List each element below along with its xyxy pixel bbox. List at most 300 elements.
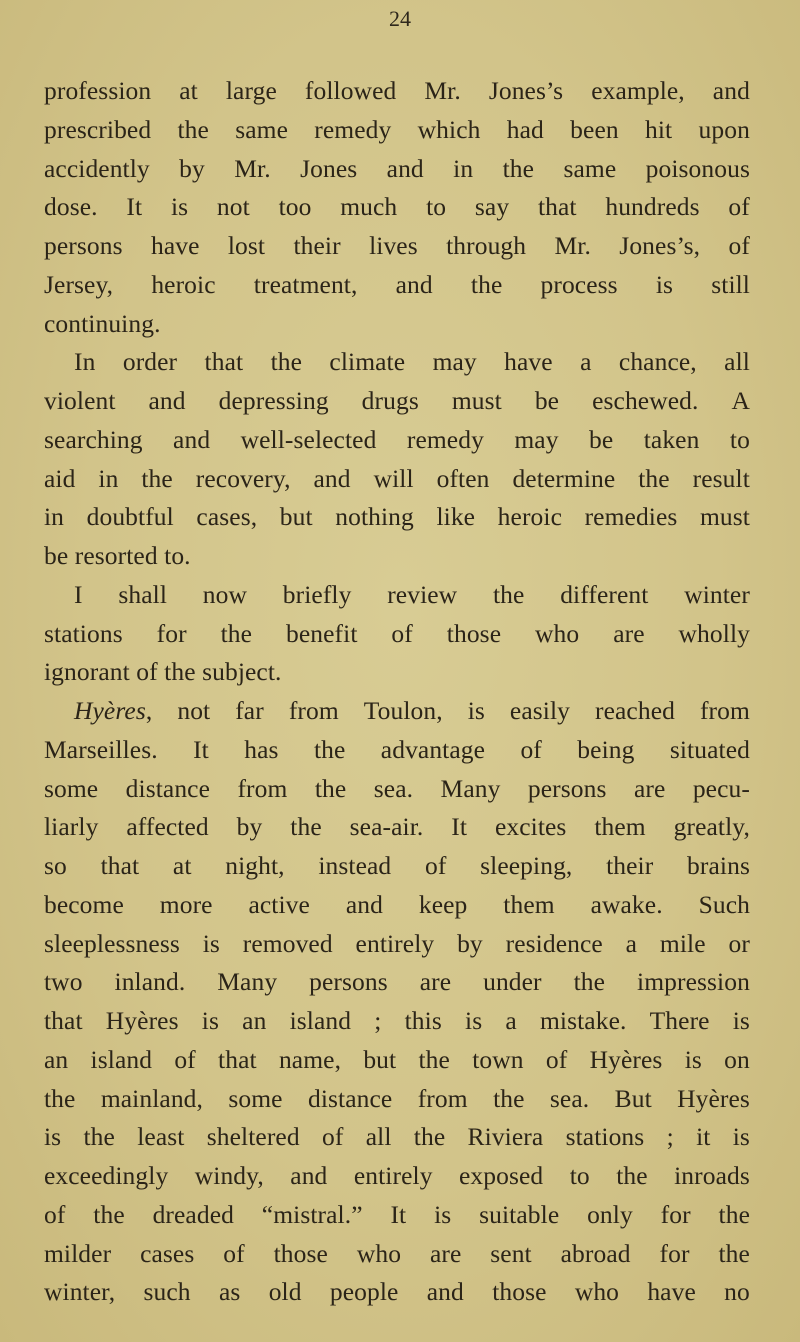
word: winter, bbox=[44, 1277, 116, 1307]
word: is bbox=[732, 1122, 750, 1152]
word: have bbox=[647, 1277, 696, 1307]
word: has bbox=[244, 734, 279, 764]
word: and bbox=[313, 463, 351, 493]
text-line bbox=[44, 343, 750, 382]
text-line bbox=[44, 925, 750, 964]
word: There bbox=[649, 1006, 710, 1035]
word: not bbox=[177, 696, 211, 725]
word: recovery, bbox=[195, 463, 291, 493]
word: who bbox=[574, 1277, 620, 1307]
word: town bbox=[472, 1044, 524, 1074]
word: now bbox=[202, 579, 248, 609]
text-line bbox=[44, 1080, 750, 1119]
word: advantage bbox=[380, 734, 486, 764]
text-line bbox=[44, 1196, 750, 1235]
word: active bbox=[248, 889, 310, 919]
word: brains bbox=[687, 851, 750, 880]
word: A bbox=[731, 386, 750, 415]
word: same bbox=[563, 153, 617, 183]
word: removed bbox=[242, 928, 333, 958]
word: is bbox=[44, 1122, 62, 1152]
word: process bbox=[540, 269, 618, 299]
word: had bbox=[506, 114, 544, 144]
word: It bbox=[126, 192, 143, 222]
word: entirely bbox=[353, 1161, 433, 1190]
word: night, bbox=[225, 851, 285, 880]
word: Many bbox=[217, 967, 278, 997]
word: In bbox=[74, 347, 96, 377]
word: residence bbox=[505, 928, 603, 958]
word: stations bbox=[44, 618, 123, 648]
word: It bbox=[193, 734, 209, 764]
word: mile bbox=[659, 928, 706, 958]
word: island bbox=[289, 1006, 352, 1035]
word: is bbox=[201, 1006, 219, 1035]
word: been bbox=[570, 114, 619, 144]
word: the bbox=[290, 812, 322, 842]
word: in bbox=[44, 502, 65, 532]
word: of bbox=[520, 734, 542, 764]
word: Jones bbox=[300, 153, 358, 183]
word: who bbox=[535, 618, 580, 648]
word: must bbox=[451, 386, 502, 415]
text-line bbox=[44, 731, 750, 770]
word: to bbox=[426, 192, 447, 222]
word: and bbox=[148, 386, 186, 415]
word: the bbox=[718, 1199, 750, 1229]
word: Jones’s, bbox=[619, 231, 701, 260]
word: sea-air. bbox=[349, 812, 424, 842]
word: heroic bbox=[497, 502, 562, 532]
word: all bbox=[724, 347, 750, 377]
word: situated bbox=[669, 734, 750, 764]
word: which bbox=[417, 114, 481, 144]
word: of bbox=[391, 618, 413, 648]
text-line bbox=[44, 808, 750, 847]
word: from bbox=[288, 696, 339, 725]
word: It bbox=[451, 812, 468, 842]
word: that bbox=[44, 1006, 83, 1035]
word: become bbox=[44, 889, 124, 919]
word: impression bbox=[637, 967, 750, 997]
word: instead bbox=[318, 851, 392, 880]
word: is bbox=[732, 1006, 750, 1035]
word: but bbox=[279, 502, 313, 532]
word: Mr. bbox=[424, 76, 461, 105]
word: reached bbox=[595, 696, 675, 725]
word: or bbox=[728, 928, 750, 958]
word: through bbox=[446, 231, 527, 260]
word: wholly bbox=[678, 618, 750, 648]
word: the bbox=[93, 1199, 125, 1229]
word: are bbox=[633, 773, 666, 803]
word: the bbox=[418, 1044, 450, 1074]
word: for bbox=[660, 1199, 691, 1229]
word: exceedingly bbox=[44, 1161, 169, 1190]
word: some bbox=[44, 773, 99, 803]
text-line bbox=[44, 266, 750, 305]
word: milder bbox=[44, 1238, 112, 1268]
word: a bbox=[580, 347, 592, 377]
word: of bbox=[44, 1199, 66, 1229]
word: accidently bbox=[44, 153, 150, 183]
text-line bbox=[44, 1002, 750, 1041]
word: Mr. bbox=[554, 231, 591, 260]
word: drugs bbox=[361, 386, 419, 415]
text-line bbox=[44, 576, 750, 615]
word: that bbox=[100, 851, 140, 880]
word: lost bbox=[227, 231, 266, 260]
word: to bbox=[729, 424, 750, 454]
word: aid bbox=[44, 463, 76, 493]
word: shall bbox=[118, 579, 168, 609]
text-line bbox=[44, 305, 750, 344]
word: it bbox=[696, 1122, 711, 1152]
word: being bbox=[577, 734, 635, 764]
word: exposed bbox=[459, 1161, 544, 1190]
word: entirely bbox=[355, 928, 435, 958]
word: violent bbox=[44, 386, 116, 415]
text-line bbox=[44, 1118, 750, 1157]
word: of bbox=[728, 192, 750, 222]
word: and bbox=[345, 889, 383, 919]
word: that bbox=[218, 1044, 257, 1074]
word: cases, bbox=[196, 502, 258, 532]
word: at bbox=[179, 76, 198, 105]
line-text: ignorant of the subject. bbox=[44, 657, 282, 687]
word: in bbox=[453, 153, 474, 183]
word: still bbox=[711, 269, 750, 299]
word: Jersey, bbox=[44, 269, 114, 299]
word: “mistral.” bbox=[261, 1199, 363, 1229]
word: But bbox=[614, 1083, 652, 1113]
word: all bbox=[365, 1122, 392, 1152]
word: such bbox=[143, 1277, 191, 1307]
word: the bbox=[616, 1161, 648, 1190]
word: keep bbox=[418, 889, 468, 919]
text-line bbox=[44, 1157, 750, 1196]
word: treatment, bbox=[253, 269, 358, 299]
word: of bbox=[424, 851, 447, 880]
text-line bbox=[44, 615, 750, 654]
text-line bbox=[44, 460, 750, 499]
word: from bbox=[417, 1083, 468, 1113]
word: an bbox=[44, 1044, 69, 1074]
word: Toulon, bbox=[363, 696, 443, 725]
word: remedy bbox=[314, 114, 392, 144]
word: suitable bbox=[479, 1199, 560, 1229]
word: mainland, bbox=[100, 1083, 203, 1113]
word: the bbox=[573, 967, 606, 997]
line-text: continuing. bbox=[44, 308, 161, 338]
word: dose. bbox=[44, 192, 98, 222]
text-line bbox=[44, 150, 750, 189]
word: Riviera bbox=[467, 1122, 544, 1152]
word: determine bbox=[512, 463, 616, 493]
word: not bbox=[216, 192, 250, 222]
word: will bbox=[373, 463, 414, 493]
text-line bbox=[44, 847, 750, 886]
word: much bbox=[340, 192, 398, 222]
word: distance bbox=[125, 773, 211, 803]
word: is bbox=[465, 1006, 483, 1035]
text-line bbox=[44, 188, 750, 227]
word: under bbox=[483, 967, 542, 997]
word: briefly bbox=[282, 579, 352, 609]
word: them bbox=[594, 812, 646, 842]
word: those bbox=[446, 618, 502, 648]
text-line bbox=[44, 1041, 750, 1080]
word: and bbox=[386, 153, 424, 183]
word: have bbox=[150, 231, 200, 260]
word: large bbox=[225, 76, 277, 105]
word: ; bbox=[666, 1122, 674, 1152]
word: profession bbox=[44, 76, 152, 105]
word: nothing bbox=[335, 502, 414, 532]
word: persons bbox=[309, 967, 388, 997]
word: abroad bbox=[560, 1238, 631, 1268]
word: in bbox=[98, 463, 119, 493]
word: their bbox=[606, 851, 654, 880]
text-line bbox=[44, 692, 750, 731]
word: often bbox=[436, 463, 490, 493]
text-line bbox=[44, 498, 750, 537]
word: the bbox=[493, 1083, 525, 1113]
word: least bbox=[137, 1122, 185, 1152]
word: hit bbox=[645, 114, 673, 144]
line-text: be resorted to. bbox=[44, 541, 191, 570]
word: heroic bbox=[151, 269, 216, 299]
word: of bbox=[223, 1238, 245, 1268]
word: example, bbox=[591, 76, 685, 105]
word: eschewed. bbox=[592, 386, 699, 415]
word: depressing bbox=[218, 386, 329, 415]
word: who bbox=[356, 1238, 402, 1268]
word: the bbox=[470, 269, 503, 299]
word: are bbox=[429, 1238, 462, 1268]
word: are bbox=[419, 967, 452, 997]
word: this bbox=[404, 1006, 442, 1035]
word: Such bbox=[698, 889, 750, 919]
word: some bbox=[228, 1083, 283, 1113]
word: affected bbox=[126, 812, 209, 842]
word: remedies bbox=[584, 502, 678, 532]
word: may bbox=[514, 424, 559, 454]
word: the bbox=[492, 579, 525, 609]
word: of bbox=[174, 1044, 196, 1074]
word: taken bbox=[643, 424, 700, 454]
word: hundreds bbox=[605, 192, 700, 222]
word: sea. bbox=[373, 773, 414, 803]
word: prescribed bbox=[44, 114, 152, 144]
word: only bbox=[587, 1199, 633, 1229]
word: lives bbox=[369, 231, 418, 260]
text-line bbox=[44, 1273, 750, 1312]
word: stations bbox=[565, 1122, 645, 1152]
word: be bbox=[534, 386, 560, 415]
word: is bbox=[467, 696, 485, 725]
word: Hyères bbox=[105, 1006, 179, 1035]
word: the bbox=[83, 1122, 115, 1152]
word: of bbox=[545, 1044, 568, 1074]
word: the bbox=[44, 1083, 76, 1113]
word: sent bbox=[490, 1238, 532, 1268]
word: a bbox=[625, 928, 638, 958]
word: persons bbox=[527, 773, 607, 803]
word: sleeping, bbox=[480, 851, 573, 880]
word: doubtful bbox=[86, 502, 174, 532]
word: and bbox=[290, 1161, 328, 1190]
word: far bbox=[235, 696, 264, 725]
word: I bbox=[74, 579, 83, 609]
text-line bbox=[44, 770, 750, 809]
word: of bbox=[728, 231, 750, 260]
word: the bbox=[502, 153, 535, 183]
word: is bbox=[202, 928, 220, 958]
word: review bbox=[387, 579, 458, 609]
word: but bbox=[363, 1044, 397, 1074]
word: to bbox=[569, 1161, 590, 1190]
word: island bbox=[90, 1044, 153, 1074]
word: no bbox=[724, 1277, 750, 1307]
word: old bbox=[268, 1277, 302, 1307]
word: an bbox=[242, 1006, 267, 1035]
body-text bbox=[44, 72, 750, 1312]
word: cases bbox=[140, 1238, 195, 1268]
word: the bbox=[638, 463, 670, 493]
word: by bbox=[179, 153, 205, 183]
text-line bbox=[44, 72, 750, 111]
word: are bbox=[613, 618, 645, 648]
word: climate bbox=[329, 347, 406, 377]
word: windy, bbox=[194, 1161, 264, 1190]
word: upon bbox=[698, 114, 750, 144]
word: the bbox=[177, 114, 209, 144]
word: people bbox=[329, 1277, 399, 1307]
word: that bbox=[204, 347, 244, 377]
text-line bbox=[44, 227, 750, 266]
word: the bbox=[718, 1238, 750, 1268]
word: like bbox=[436, 502, 476, 532]
word: is bbox=[434, 1199, 452, 1229]
word: so bbox=[44, 851, 67, 880]
word: remedy bbox=[406, 424, 484, 454]
word: more bbox=[159, 889, 213, 919]
word: persons bbox=[44, 231, 123, 260]
word: sheltered bbox=[206, 1122, 300, 1152]
word: sea. bbox=[549, 1083, 590, 1113]
word: the bbox=[413, 1122, 446, 1152]
word: them bbox=[503, 889, 555, 919]
word: a bbox=[505, 1006, 517, 1035]
word: result bbox=[692, 463, 750, 493]
word: the bbox=[270, 347, 303, 377]
word: and bbox=[712, 76, 750, 105]
text-line bbox=[44, 421, 750, 460]
page-number: 24 bbox=[389, 6, 411, 31]
word: well-selected bbox=[240, 424, 377, 454]
text-line bbox=[44, 111, 750, 150]
word: excites bbox=[494, 812, 567, 842]
word: dreaded bbox=[152, 1199, 234, 1229]
word: be bbox=[589, 424, 614, 454]
word: inroads bbox=[674, 1161, 750, 1190]
word: pecu- bbox=[692, 773, 750, 803]
word: on bbox=[724, 1044, 750, 1074]
word: from bbox=[699, 696, 750, 725]
word: It bbox=[390, 1199, 407, 1229]
word: benefit bbox=[286, 618, 358, 648]
word: Mr. bbox=[234, 153, 271, 183]
word: Marseilles. bbox=[44, 734, 158, 764]
word: have bbox=[504, 347, 553, 377]
text-line bbox=[44, 382, 750, 421]
word: distance bbox=[307, 1083, 393, 1113]
word: is bbox=[655, 269, 674, 299]
word: inland. bbox=[114, 967, 186, 997]
italic-place-name: Hyères, bbox=[74, 696, 153, 725]
word: different bbox=[560, 579, 649, 609]
word: sleeplessness bbox=[44, 928, 180, 958]
word: ; bbox=[374, 1006, 382, 1035]
word: at bbox=[172, 851, 192, 880]
word: name, bbox=[278, 1044, 342, 1074]
word: searching bbox=[44, 424, 143, 454]
word: order bbox=[122, 347, 178, 377]
word: Jones’s bbox=[488, 76, 564, 105]
word: Hyères bbox=[677, 1083, 750, 1113]
word: the bbox=[314, 773, 347, 803]
word: and bbox=[395, 269, 433, 299]
word: the bbox=[313, 734, 346, 764]
word: same bbox=[235, 114, 289, 144]
word: is bbox=[684, 1044, 702, 1074]
word: the bbox=[141, 463, 173, 493]
word: easily bbox=[509, 696, 571, 725]
word: say bbox=[474, 192, 510, 222]
word: those bbox=[273, 1238, 328, 1268]
word: two bbox=[44, 967, 83, 997]
text-line bbox=[44, 653, 750, 692]
text-line bbox=[44, 963, 750, 1002]
word: mistake. bbox=[539, 1006, 627, 1035]
word: chance, bbox=[618, 347, 697, 377]
word: greatly, bbox=[673, 812, 750, 842]
word: Many bbox=[440, 773, 501, 803]
word: poisonous bbox=[645, 153, 750, 183]
word: those bbox=[492, 1277, 547, 1307]
word: from bbox=[237, 773, 288, 803]
word: winter bbox=[684, 579, 750, 609]
word: that bbox=[537, 192, 577, 222]
word: by bbox=[236, 812, 263, 842]
word: their bbox=[293, 231, 341, 260]
word: the bbox=[220, 618, 253, 648]
word: too bbox=[278, 192, 312, 222]
word: of bbox=[321, 1122, 344, 1152]
word: must bbox=[700, 502, 750, 532]
word: liarly bbox=[44, 812, 99, 842]
word: and bbox=[426, 1277, 464, 1307]
text-line bbox=[44, 1235, 750, 1274]
word: by bbox=[457, 928, 483, 958]
word: for bbox=[156, 618, 187, 648]
text-line bbox=[44, 886, 750, 925]
word: is bbox=[170, 192, 189, 222]
word: as bbox=[218, 1277, 241, 1307]
word: followed bbox=[304, 76, 397, 105]
word: for bbox=[659, 1238, 690, 1268]
